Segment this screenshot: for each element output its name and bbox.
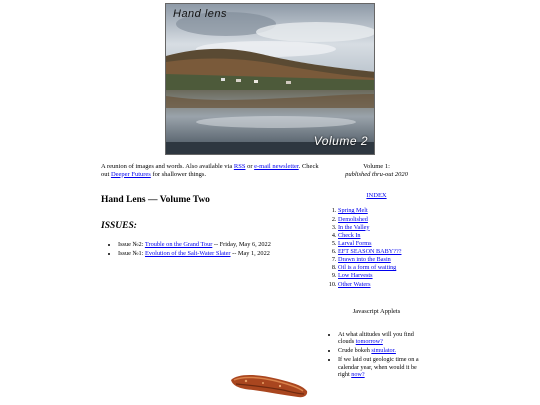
issue-date: -- May 1, 2022	[230, 250, 270, 258]
email-newsletter-link[interactable]: e-mail newsletter	[254, 163, 299, 170]
applet-text: Crude bokeh	[338, 347, 372, 355]
intro-text: or	[245, 163, 255, 170]
toc-link[interactable]: Other Waters	[338, 280, 371, 288]
issue-date: -- Friday, May 6, 2022	[212, 241, 271, 249]
applet-item	[338, 331, 423, 346]
banner-image	[165, 3, 375, 155]
applet-item	[338, 356, 423, 378]
issues-heading: ISSUES:	[101, 220, 137, 231]
banner-title: Hand lens	[173, 8, 228, 20]
toc-item	[338, 224, 423, 231]
banner-volume-label: Volume 2	[313, 133, 368, 148]
volume-label: Volume 1:	[363, 163, 390, 170]
issues-list	[101, 241, 321, 258]
deeper-futures-link[interactable]: Deeper Futures	[110, 170, 151, 178]
toc-link[interactable]: EFT SEASON BABY???	[338, 248, 402, 256]
applet-link[interactable]: now?	[351, 370, 365, 378]
lake-landscape-illustration	[166, 4, 375, 155]
toc-link[interactable]: In the Valley	[338, 223, 370, 231]
toc-link[interactable]: Larval Forms	[338, 239, 372, 247]
intro-paragraph	[101, 163, 321, 179]
applets-list	[330, 331, 423, 379]
toc-link[interactable]: Demolished	[338, 215, 368, 223]
volume-one-toc	[330, 207, 423, 288]
rss-link[interactable]: RSS	[233, 163, 246, 170]
applet-text: At what altitudes will you find clouds	[338, 330, 414, 346]
applet-item	[338, 347, 423, 354]
intro-text: A reunion of images and words. Also available via	[101, 163, 234, 170]
toc-item	[338, 207, 423, 214]
toc-link[interactable]: Drawn into the Basin	[338, 256, 391, 264]
issue-prefix: Issue №1:	[118, 250, 145, 258]
toc-item	[338, 216, 423, 223]
toc-item	[338, 272, 423, 279]
main-column	[101, 163, 321, 259]
toc-item	[338, 232, 423, 239]
applet-text: If we laid out geologic time on a calendar year, when would it be right	[338, 356, 419, 378]
toc-item	[338, 248, 423, 255]
toc-item	[338, 256, 423, 263]
toc-item	[338, 281, 423, 288]
toc-link[interactable]: Oil is a form of waiting	[338, 264, 397, 272]
toc-link[interactable]: Spring Melt	[338, 207, 368, 215]
issue-prefix: Issue №2:	[118, 241, 145, 249]
rusty-log-image	[228, 370, 310, 400]
volume-published: published thru-out 2020	[345, 170, 408, 178]
applets-heading: Javascript Applets	[352, 307, 401, 315]
sidebar	[330, 163, 423, 380]
intro-text: . Check out	[101, 163, 319, 178]
toc-link[interactable]: Check In	[338, 231, 361, 239]
issue-link[interactable]: Trouble on the Grand Tour	[144, 241, 213, 249]
intro-text: for shallower things.	[150, 170, 207, 178]
issue-link[interactable]: Evolution of the Salt-Water Slater	[145, 250, 231, 258]
toc-item	[338, 240, 423, 247]
applet-link[interactable]: tomorrow?	[355, 338, 383, 346]
page-title: Hand Lens — Volume Two	[101, 194, 210, 205]
index-link[interactable]: INDEX	[366, 191, 387, 199]
applet-link[interactable]: simulator.	[371, 347, 396, 355]
toc-link[interactable]: Low Harvests	[338, 272, 373, 280]
toc-item	[338, 264, 423, 271]
issue-item	[118, 241, 321, 249]
issue-item	[118, 250, 321, 258]
